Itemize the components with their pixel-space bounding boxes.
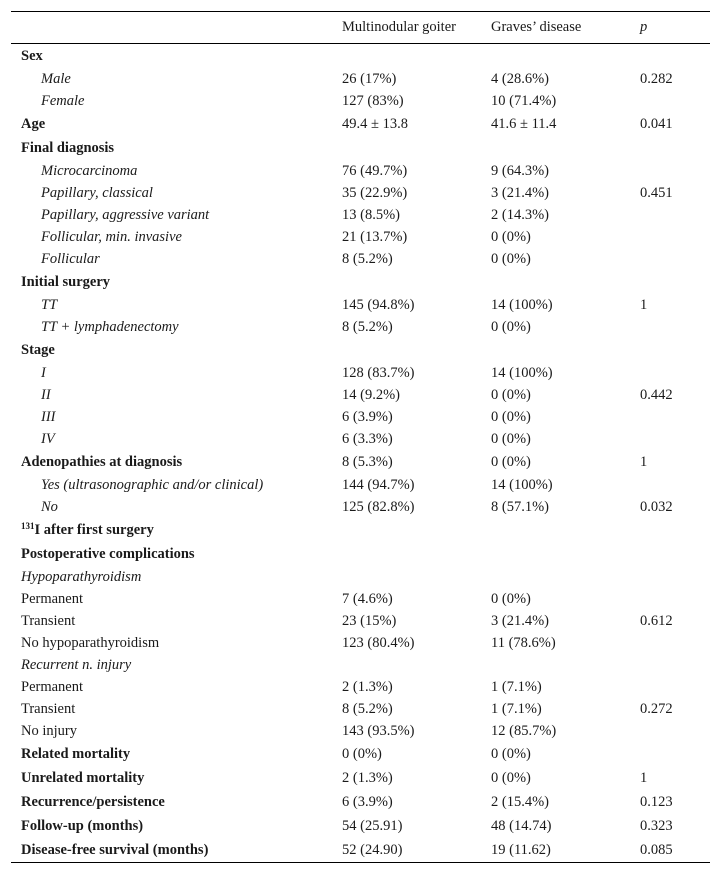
row-label <box>21 698 75 720</box>
table-row <box>11 518 710 542</box>
row-label-text: II <box>41 387 51 403</box>
table-row <box>11 294 710 316</box>
table-row <box>11 790 710 814</box>
row-label <box>21 676 83 698</box>
row-label <box>21 610 75 632</box>
table-row <box>11 338 710 362</box>
table-row <box>11 720 710 742</box>
table-row <box>11 90 710 112</box>
graves-value: 1 (7.1%) <box>491 679 542 695</box>
multinodular-value: 123 (80.4%) <box>342 635 415 651</box>
p-value: 0.442 <box>640 387 673 403</box>
graves-value: 0 (0%) <box>491 409 531 425</box>
row-label-text: IV <box>41 431 55 447</box>
graves-value: 2 (14.3%) <box>491 207 549 223</box>
row-label <box>21 588 83 610</box>
row-label-text: Related mortality <box>21 746 131 762</box>
table-row <box>11 632 710 654</box>
row-label-text: Recurrent n. injury <box>21 657 132 673</box>
table-row <box>11 160 710 182</box>
graves-value: 0 (0%) <box>491 319 531 335</box>
row-label <box>21 654 131 676</box>
table-row <box>11 428 710 450</box>
row-label-text: Yes (ultrasonographic and/or clinical) <box>41 477 264 493</box>
header-multinodular-goiter: Multinodular goiter <box>342 19 456 35</box>
graves-value: 14 (100%) <box>491 477 553 493</box>
table-row <box>11 384 710 406</box>
row-label <box>41 294 57 316</box>
multinodular-value: 0 (0%) <box>342 746 382 762</box>
row-label <box>21 720 77 742</box>
p-value: 0.612 <box>640 613 673 629</box>
row-label-text: Initial surgery <box>21 274 111 290</box>
multinodular-value: 54 (25.91) <box>342 818 403 834</box>
table-row <box>11 838 710 862</box>
multinodular-value: 49.4 ± 13.8 <box>342 116 408 132</box>
row-label-text: Male <box>41 71 71 87</box>
table-row <box>11 676 710 698</box>
row-label <box>21 632 159 654</box>
table-row <box>11 450 710 474</box>
row-label-text: I <box>41 365 46 381</box>
table-row <box>11 542 710 566</box>
row-label <box>41 384 51 406</box>
graves-value: 4 (28.6%) <box>491 71 549 87</box>
graves-value: 2 (15.4%) <box>491 794 549 810</box>
row-label <box>41 90 84 112</box>
row-label-text: Unrelated mortality <box>21 770 145 786</box>
row-label <box>21 44 43 68</box>
multinodular-value: 14 (9.2%) <box>342 387 400 403</box>
p-value: 0.085 <box>640 842 673 858</box>
row-label-text: Permanent <box>21 679 84 695</box>
p-value: 0.032 <box>640 499 673 515</box>
graves-value: 41.6 ± 11.4 <box>491 116 557 132</box>
multinodular-value: 145 (94.8%) <box>342 297 415 313</box>
p-value: 1 <box>640 297 648 313</box>
header-graves-disease: Graves’ disease <box>491 19 582 35</box>
multinodular-value: 8 (5.2%) <box>342 701 393 717</box>
row-label <box>21 338 55 362</box>
row-label <box>21 112 45 136</box>
table-row <box>11 112 710 136</box>
row-label <box>21 136 114 160</box>
row-label-text: Stage <box>21 342 55 358</box>
row-label-text: No injury <box>21 723 77 739</box>
row-label <box>21 814 143 838</box>
row-label <box>41 160 137 182</box>
graves-value: 0 (0%) <box>491 454 531 470</box>
graves-value: 14 (100%) <box>491 365 553 381</box>
row-label <box>21 766 144 790</box>
graves-value: 0 (0%) <box>491 431 531 447</box>
row-label-text: Microcarcinoma <box>41 163 138 179</box>
multinodular-value: 6 (3.3%) <box>342 431 393 447</box>
row-label <box>21 270 110 294</box>
row-label <box>21 838 208 862</box>
graves-value: 11 (78.6%) <box>491 635 556 651</box>
p-value: 0.323 <box>640 818 673 834</box>
row-label-text: Age <box>21 116 46 132</box>
row-label <box>41 428 55 450</box>
table-row <box>11 204 710 226</box>
p-value: 1 <box>640 454 648 470</box>
table-row <box>11 316 710 338</box>
multinodular-value: 125 (82.8%) <box>342 499 415 515</box>
multinodular-value: 2 (1.3%) <box>342 679 393 695</box>
row-label-text: No hypoparathyroidism <box>21 635 160 651</box>
table-row <box>11 362 710 384</box>
multinodular-value: 143 (93.5%) <box>342 723 415 739</box>
table-row <box>11 654 710 676</box>
row-label-text: Hypoparathyroidism <box>21 569 142 585</box>
isotope-superscript: 131 <box>21 521 35 531</box>
table-row <box>11 814 710 838</box>
graves-value: 19 (11.62) <box>491 842 551 858</box>
multinodular-value: 7 (4.6%) <box>342 591 393 607</box>
graves-value: 0 (0%) <box>491 746 531 762</box>
row-label-text: Recurrence/persistence <box>21 794 165 810</box>
row-label <box>41 226 182 248</box>
row-label-text: TT <box>41 297 58 313</box>
table-row <box>11 182 710 204</box>
row-label-text: Transient <box>21 613 76 629</box>
multinodular-value: 8 (5.2%) <box>342 251 393 267</box>
row-label-text: Papillary, aggressive variant <box>41 207 210 223</box>
row-label-text: I after first surgery <box>34 522 154 538</box>
row-label-text: Adenopathies at diagnosis <box>21 454 183 470</box>
row-label-text: Postoperative complications <box>21 546 195 562</box>
table-row <box>11 698 710 720</box>
row-label <box>21 542 195 566</box>
graves-value: 3 (21.4%) <box>491 185 549 201</box>
row-label-text: Follicular, min. invasive <box>41 229 182 245</box>
row-label <box>21 518 154 542</box>
multinodular-value: 76 (49.7%) <box>342 163 408 179</box>
row-label-text: TT + lymphadenectomy <box>41 319 179 335</box>
multinodular-value: 26 (17%) <box>342 71 397 87</box>
comparison-table <box>11 11 710 863</box>
row-label-text: Follicular <box>41 251 100 267</box>
graves-value: 12 (85.7%) <box>491 723 557 739</box>
row-label <box>41 68 71 90</box>
table-row <box>11 406 710 428</box>
row-label <box>41 204 209 226</box>
row-label <box>41 474 263 496</box>
table-row <box>11 742 710 766</box>
multinodular-value: 35 (22.9%) <box>342 185 408 201</box>
p-value: 0.282 <box>640 71 673 87</box>
multinodular-value: 8 (5.2%) <box>342 319 393 335</box>
table-row <box>11 766 710 790</box>
p-value: 0.272 <box>640 701 673 717</box>
row-label <box>21 450 182 474</box>
multinodular-value: 21 (13.7%) <box>342 229 408 245</box>
multinodular-value: 8 (5.3%) <box>342 454 393 470</box>
row-label-text: Disease-free survival (months) <box>21 842 209 858</box>
table-row <box>11 226 710 248</box>
table-row <box>11 474 710 496</box>
table-row <box>11 610 710 632</box>
table-row <box>11 566 710 588</box>
multinodular-value: 128 (83.7%) <box>342 365 415 381</box>
row-label <box>41 362 46 384</box>
graves-value: 0 (0%) <box>491 591 531 607</box>
table-row <box>11 270 710 294</box>
table-header <box>11 12 710 43</box>
graves-value: 0 (0%) <box>491 770 531 786</box>
p-value: 1 <box>640 770 648 786</box>
row-label-text: III <box>41 409 56 425</box>
row-label-text: Female <box>41 93 85 109</box>
row-label-text: Papillary, classical <box>41 185 153 201</box>
header-p-value: p <box>640 19 648 35</box>
table-row <box>11 588 710 610</box>
graves-value: 10 (71.4%) <box>491 93 557 109</box>
p-value: 0.123 <box>640 794 673 810</box>
graves-value: 9 (64.3%) <box>491 163 549 179</box>
multinodular-value: 6 (3.9%) <box>342 409 393 425</box>
multinodular-value: 127 (83%) <box>342 93 404 109</box>
table-row <box>11 68 710 90</box>
row-label <box>41 496 58 518</box>
row-label-text: No <box>41 499 58 515</box>
multinodular-value: 2 (1.3%) <box>342 770 393 786</box>
graves-value: 8 (57.1%) <box>491 499 549 515</box>
row-label <box>41 316 179 338</box>
row-label <box>41 182 153 204</box>
row-label-text: Final diagnosis <box>21 140 115 156</box>
p-value: 0.041 <box>640 116 673 132</box>
table-body <box>11 44 710 862</box>
graves-value: 48 (14.74) <box>491 818 552 834</box>
multinodular-value: 23 (15%) <box>342 613 397 629</box>
row-label-text: Follow-up (months) <box>21 818 144 834</box>
row-label <box>21 566 141 588</box>
table-row <box>11 248 710 270</box>
table-row <box>11 136 710 160</box>
multinodular-value: 144 (94.7%) <box>342 477 415 493</box>
graves-value: 3 (21.4%) <box>491 613 549 629</box>
row-label-text: Sex <box>21 48 43 64</box>
multinodular-value: 6 (3.9%) <box>342 794 393 810</box>
row-label <box>21 790 165 814</box>
graves-value: 0 (0%) <box>491 251 531 267</box>
table-bottom-rule <box>11 862 710 863</box>
row-label-text: Permanent <box>21 591 84 607</box>
graves-value: 14 (100%) <box>491 297 553 313</box>
multinodular-value: 52 (24.90) <box>342 842 403 858</box>
row-label <box>21 742 130 766</box>
multinodular-value: 13 (8.5%) <box>342 207 400 223</box>
row-label-text: Transient <box>21 701 76 717</box>
table-row <box>11 44 710 68</box>
graves-value: 0 (0%) <box>491 229 531 245</box>
graves-value: 0 (0%) <box>491 387 531 403</box>
row-label <box>41 406 56 428</box>
row-label <box>41 248 100 270</box>
table-row <box>11 496 710 518</box>
p-value: 0.451 <box>640 185 673 201</box>
graves-value: 1 (7.1%) <box>491 701 542 717</box>
